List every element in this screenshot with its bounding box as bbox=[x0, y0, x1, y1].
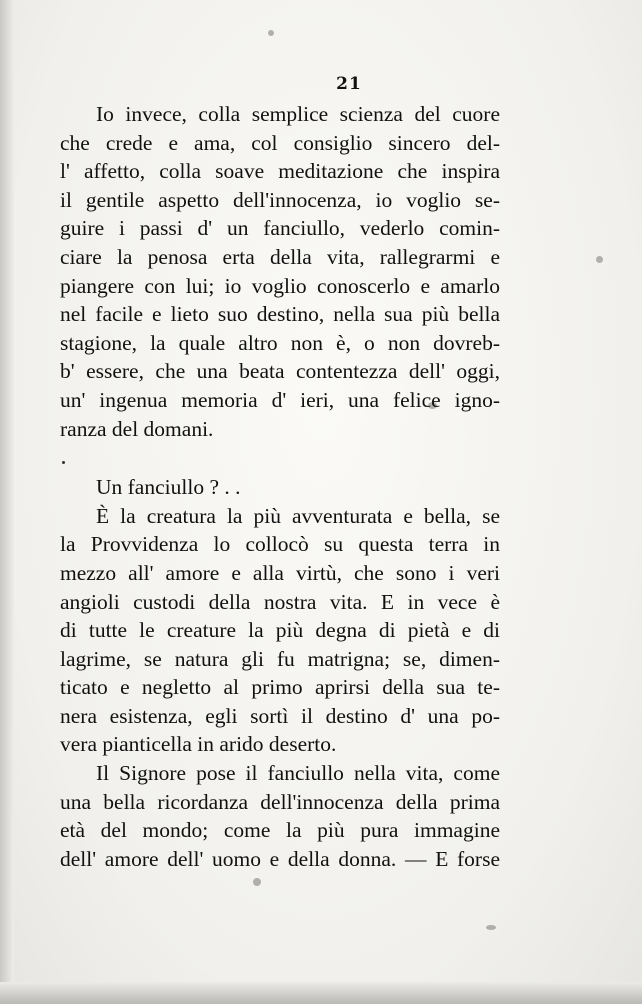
text-line: una bella ricordanza dell'innocenza della prima bbox=[60, 789, 500, 814]
page-gutter bbox=[0, 0, 14, 1004]
text-line: Un fanciullo ? . . bbox=[96, 475, 241, 500]
page-bottom-edge bbox=[0, 982, 642, 1004]
text-line: È la creatura la più avventurata e bella, se bbox=[96, 503, 500, 528]
text-line: b' essere, che una beata contentezza dell' oggi, bbox=[60, 359, 500, 384]
text-line: ticato e negletto al primo aprirsi della sua te- bbox=[60, 675, 500, 700]
text-line: vera pianticella in arido deserto. bbox=[60, 732, 337, 757]
paragraph-gap bbox=[60, 443, 500, 473]
paragraph-3 bbox=[60, 502, 500, 759]
ink-speck bbox=[268, 30, 274, 36]
page-number: 21 bbox=[336, 74, 362, 94]
text-line: di tutte le creature la più degna di pietà e di bbox=[60, 618, 500, 643]
text-line: ciare la penosa erta della vita, rallegrarmi e bbox=[60, 244, 500, 269]
ink-speck bbox=[486, 925, 496, 930]
text-line: età del mondo; come la più pura immagine bbox=[60, 818, 500, 843]
text-line: stagione, la quale altro non è, o non dovreb- bbox=[60, 330, 500, 355]
text-line: nera esistenza, egli sortì il destino d' una po- bbox=[60, 703, 500, 728]
paragraph-1 bbox=[60, 100, 500, 443]
text-line: nel facile e lieto suo destino, nella sua più bella bbox=[60, 302, 500, 327]
text-line: lagrime, se natura gli fu matrigna; se, dimen- bbox=[60, 646, 500, 671]
ink-speck bbox=[253, 878, 261, 886]
text-line: la Provvidenza lo collocò su questa terra in bbox=[60, 532, 500, 557]
text-line: il gentile aspetto dell'innocenza, io voglio se- bbox=[60, 187, 500, 212]
paragraph-2 bbox=[60, 473, 500, 502]
text-line: piangere con lui; io voglio conoscerlo e amarlo bbox=[60, 273, 500, 298]
ink-speck bbox=[596, 256, 603, 263]
text-line: angioli custodi della nostra vita. E in vece è bbox=[60, 589, 500, 614]
text-line: un' ingenua memoria d' ieri, una felice igno- bbox=[60, 387, 500, 412]
text-line: Il Signore pose il fanciullo nella vita, come bbox=[96, 761, 500, 786]
text-line: mezzo all' amore e alla virtù, che sono i veri bbox=[60, 560, 500, 585]
body-text bbox=[60, 100, 500, 873]
paragraph-4 bbox=[60, 759, 500, 873]
text-line: che crede e ama, col consiglio sincero del- bbox=[60, 130, 500, 155]
text-line: l' affetto, colla soave meditazione che inspira bbox=[60, 159, 500, 184]
text-line: guire i passi d' un fanciullo, vederlo comin- bbox=[60, 216, 500, 241]
text-line: ranza del domani. bbox=[60, 416, 214, 441]
text-line: Io invece, colla semplice scienza del cuore bbox=[96, 102, 500, 126]
text-line: dell' amore dell' uomo e della donna. — E forse bbox=[60, 846, 500, 871]
